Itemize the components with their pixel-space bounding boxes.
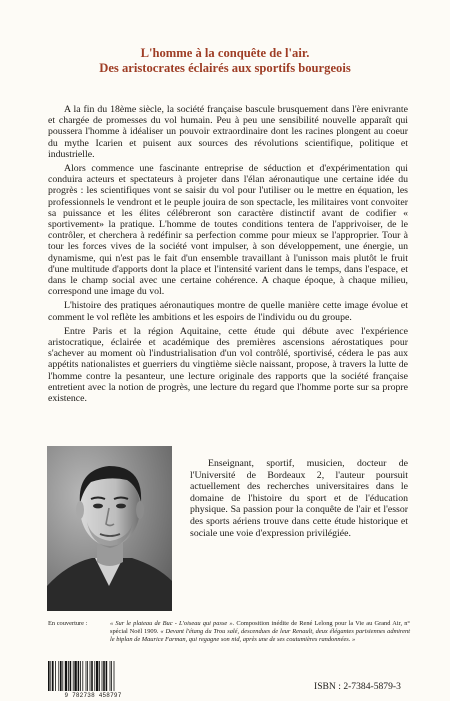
barcode-bar bbox=[58, 661, 59, 691]
barcode-bar bbox=[62, 661, 63, 691]
barcode-bar bbox=[96, 661, 98, 691]
barcode-bar bbox=[50, 661, 51, 691]
barcode-bar bbox=[94, 661, 95, 691]
author-bio bbox=[190, 458, 408, 539]
barcode bbox=[47, 661, 139, 695]
barcode-bar bbox=[78, 661, 80, 691]
barcode-bar bbox=[82, 661, 83, 691]
cover-label: En couverture : bbox=[48, 620, 88, 627]
cover-credit-text bbox=[110, 620, 410, 644]
isbn: ISBN : 2-7384-5879-3 bbox=[314, 681, 401, 692]
paragraph: A la fin du 18ème siècle, la société française bascule brusquement dans l'ère enivrante et chargée de promesses du vol humain. Peu à peu une sensibilité nouvelle apparaît qui poussera l'homme à idéaliser un pouvoir extraordinaire dont les racines plongent au coeur du mythe Icarien et puisent aux sources des révolutions scientifique, politique et industrielle. bbox=[48, 104, 408, 160]
author-portrait-icon bbox=[47, 446, 172, 611]
cover-caption: « Devant l'étang du Trou salé, descendues de leur Renault, deux élégantes parisiennes admirent le biplan de Maurice Farman, qui regagne son nid, après une de ses coutumières randonnées. » bbox=[110, 628, 410, 643]
barcode-bar bbox=[99, 661, 100, 691]
barcode-bar bbox=[74, 661, 76, 691]
barcode-bar bbox=[90, 661, 91, 691]
author-bio-text: Enseignant, sportif, musicien, docteur de l'Université de Bordeaux 2, l'auteur poursuit actuellement des recherches universitaires dans le domaine de l'histoire du sport et de l'éducation physique. Sa passion pour la conquête de l'air et l'essor des sports aériens trouve dans cette étude historique et sociale une voie d'expression privilégiée. bbox=[190, 458, 408, 539]
title-line-2: Des aristocrates éclairés aux sportifs bourgeois bbox=[99, 61, 351, 75]
barcode-bar bbox=[73, 661, 74, 691]
paragraph: Alors commence une fascinante entreprise de séduction et d'expérimentation qui conduira acteurs et spectateurs à projeter dans l'élan aéronautique une certaine idée du progrès : les scientifiques vont se saisir du vol pour l'utiliser ou le mettre en équation, les professionnels le vendront et le peuple jouira de son spectacle, les militaires vont convoiter sa puissance et les élites célébreront son caractère distinctif avant de codifier « sportivement» la pratique. L'homme de toutes conditions tentera de l'apprivoiser, de le contrôler, et cherchera à redéfinir sa perfection comme pour mieux se l'approprier. Tour à tour les forces vives de la société vont impulser, à son développement, une énergie, un dynamisme, qui n'est pas le fait d'un ensemble travaillant à l'unisson mais plutôt le fruit d'une multitude d'apports dont la place et l'intensité varient dans le temps, dans l'espace, et dans le champ social avec une certaine cohérence. A chaque époque, à chaque milieu, correspond une image du vol. bbox=[48, 163, 408, 298]
barcode-bar bbox=[106, 661, 108, 691]
barcode-bar bbox=[111, 661, 112, 691]
barcode-bar bbox=[68, 661, 69, 691]
paragraph: L'histoire des pratiques aéronautiques montre de quelle manière cette image évolue et comment le vol reflète les ambitions et les espoirs de l'individu ou du groupe. bbox=[48, 300, 408, 323]
author-photo bbox=[47, 446, 172, 611]
barcode-bar bbox=[102, 661, 103, 691]
title-line-1: L'homme à la conquête de l'air. bbox=[140, 46, 310, 60]
book-title bbox=[0, 46, 450, 76]
barcode-bar bbox=[65, 661, 67, 691]
cover-quote: « Sur le plateau de Buc - L'oiseau qui passe ». bbox=[110, 620, 235, 627]
barcode-bar bbox=[60, 661, 62, 691]
barcode-bar bbox=[80, 661, 81, 691]
barcode-bar bbox=[52, 661, 54, 691]
barcode-bar bbox=[110, 661, 111, 691]
barcode-bar bbox=[70, 661, 72, 691]
cover-source: Composition inédite de René Lelong pour la Vie au Grand Air, n° spécial Noël 1909. bbox=[110, 620, 410, 635]
barcode-bar bbox=[86, 661, 87, 691]
back-cover-text bbox=[48, 104, 408, 407]
barcode-bar bbox=[114, 661, 115, 691]
paragraph: Entre Paris et la région Aquitaine, cette étude qui débute avec l'expérience aristocratique, éclairée et académique des premières ascensions aérostatiques pour s'achever au moment où l'industrialisation d'un vol contrôlé, sportivisé, cédera le pas aux appétits nationalistes et guerriers du vingtième siècle naissant, propose, à travers la lutte de l'homme contre la pesanteur, une lecture originale des rapports que la société française entretient avec la notion de progrès, une lecture du regard que l'homme porte sur sa propre existence. bbox=[48, 325, 408, 405]
barcode-bar bbox=[48, 661, 50, 691]
barcode-bar bbox=[87, 661, 88, 691]
barcode-bar bbox=[103, 661, 105, 691]
barcode-bar bbox=[91, 661, 93, 691]
barcode-bar bbox=[55, 661, 56, 691]
barcode-number: 9 782738 458797 bbox=[64, 692, 122, 699]
